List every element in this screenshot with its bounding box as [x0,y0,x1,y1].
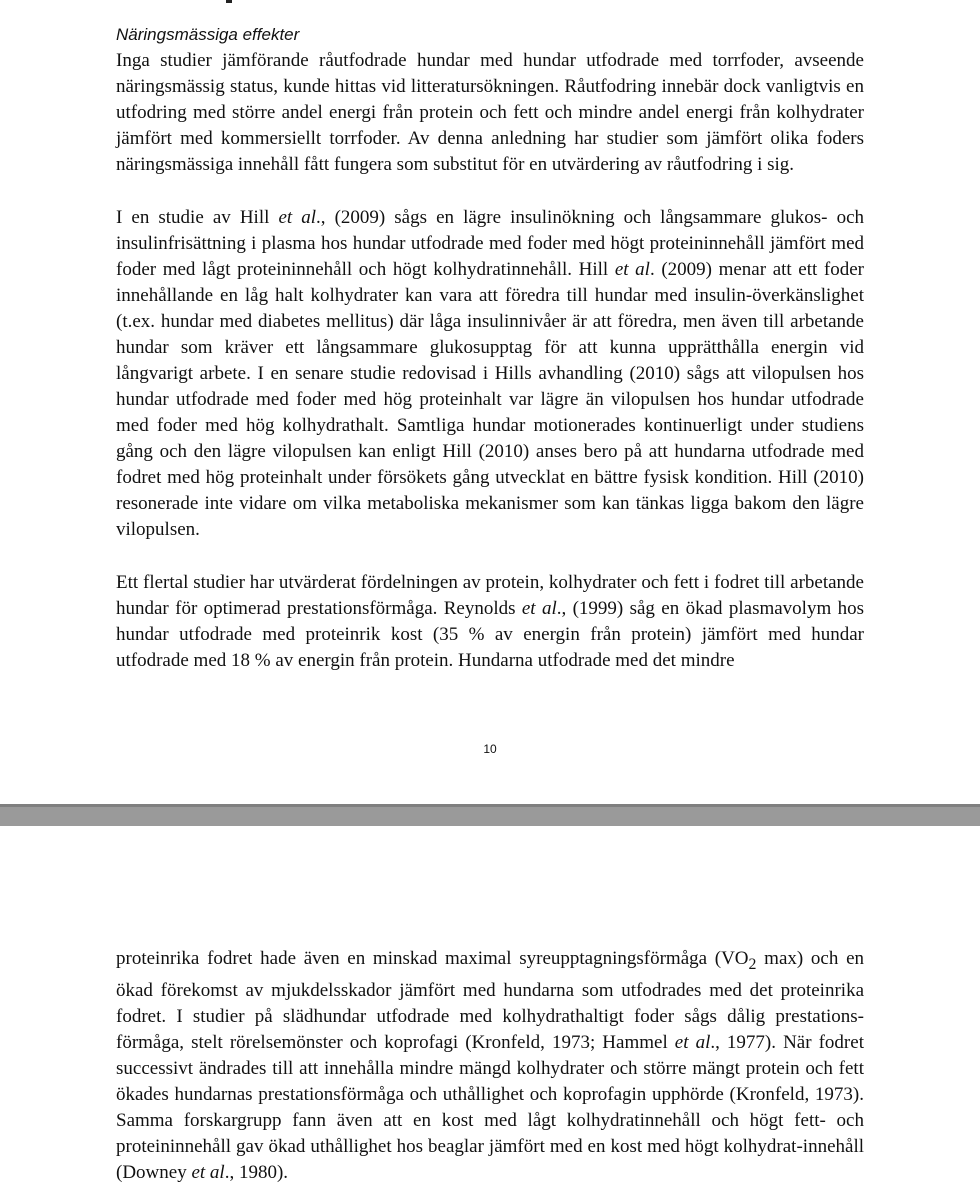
page-number: 10 [483,742,497,756]
paragraph-continued: proteinrika fodret hade även en minskad maximal syreupptagningsförmåga ($VO_2$ max) och en ökad förekomst av mjukdelsskador jämfört med hundarna som utfodrades med det proteinrika fodret. I studier på slädhundar utfodrade med kolhydrathaltigt foder sågs dålig prestations-förmåga, stelt rörelsemönster och koprofagi (Kronfeld, 1973; Hammel et al., 1977). När fodret successivt ändrades till att innehålla mindre mängd kolhydrater och större mängt protein och fett ökades hundarnas prestationsförmåga och uthållighet och koprofagin upphörde (Kronfeld, 1973). Samma forskargrupp fann även att en kost med lågt kolhydratinnehåll och högt fett- och proteininnehåll gav ökad uthållighet hos beaglar jämfört med en kost med högt kolhydrat-innehåll (Downey et al., 1980). [116,948,865,1183]
page-separator [0,804,980,826]
paragraph-1: Inga studier jämförande råutfodrade hundar med hundar utfodrade med torrfoder, avseende näringsmässig status, kunde hittas vid litteratursökningen. Råutfodring innebär dock vanligtvis en utfodring med större andel energi från protein och fett och mindre andel energi från kolhydrater jämfört med kommersiellt torrfoder. Av denna anledning har studier som jämfört olika foders näringsmässiga innehåll fått fungera som substitut för en utvärdering av råutfodring i sig. [116,50,864,175]
section-heading: Näringsmässiga effekter [116,25,300,44]
paragraph-2: I en studie av Hill et al., (2009) sågs en lägre insulinökning och långsammare glukos- och insulinfrisättning i plasma hos hundar utfodrade med foder med högt proteininnehåll jämfört med foder med lågt proteininnehåll och högt kolhydratinnehåll. Hill et al. (2009) menar att ett foder innehållande en låg halt kolhydrater kan vara att föredra till hundar med insulin-överkänslighet (t.ex. hundar med diabetes mellitus) där låga insulinnivåer är att föredra, men även till arbetande hundar som kräver ett långsammare glukosupptag för att kunna upprätthålla energin vid långvarigt arbete. I en senare studie redovisad i Hills avhandling (2010) sågs att vilopulsen hos hundar utfodrade med foder med hög proteinhalt var lägre än vilopulsen hos hundar utfodrade med foder med hög kolhydrathalt. Samtliga hundar motionerades kontinuerligt under studiens gång och den lägre vilopulsen kan enligt Hill (2010) anses bero på att hundarna utfodrade med fodret med hög proteinhalt under försökets gång utvecklat en bättre fysisk kondition. Hill (2010) resonerade inte vidare om vilka metaboliska mekanismer som kan tänkas ligga bakom den lägre vilopulsen. [116,207,865,540]
paragraph-3: Ett flertal studier har utvärderat fördelningen av protein, kolhydrater och fett i fodret till arbetande hundar för optimerad prestationsförmåga. Reynolds et al., (1999) såg en ökad plasmavolym hos hundar utfodrade med proteinrik kost (35 % av energin från protein) jämfört med hundar utfodrade med 18 % av energin från protein. Hundarna utfodrade med det mindre [116,572,864,671]
page-content [116,946,864,1186]
document-page-11 [0,826,980,1200]
page-content [116,22,864,674]
scan-artifact [226,0,232,3]
